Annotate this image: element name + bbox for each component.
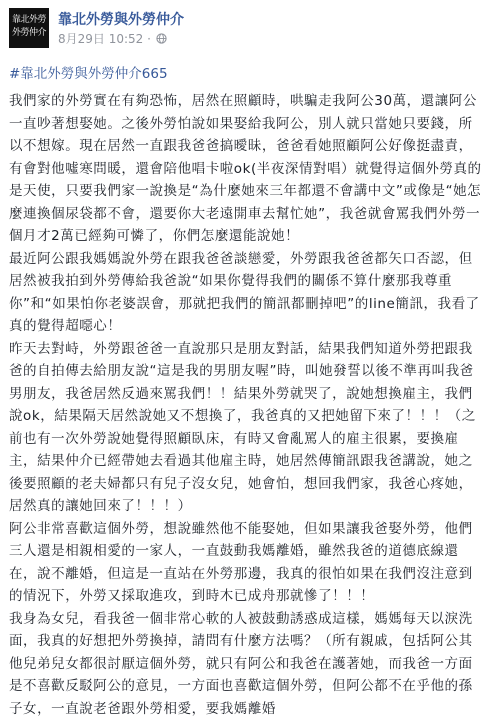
post-meta bbox=[58, 30, 167, 47]
avatar-text-line-2: 外勞仲介 bbox=[9, 27, 49, 40]
globe-icon bbox=[156, 33, 167, 44]
post-paragraph: 阿公非常喜歡這個外勞，想說雖然他不能娶她，但如果讓我爸娶外勞，他們三人還是相親相愛的一家人，一直鼓動我媽離婚，雖然我爸的道德底線還在，說不離婚，但這是一直站在外勞那邊，我真的很怕如果在我們沒注意到的情況下，外勞又採取進攻，到時木已成舟那就慘了！！！ bbox=[9, 518, 483, 608]
post-paragraph: 我們家的外勞實在有夠恐怖，居然在照顧時，哄騙走我阿公30萬，還讓阿公一直吵著想娶她。之後外勞怕說如果娶給我阿公，別人就只當她只要錢，所以不想嫁。現在居然一直跟我爸爸搞曖昧，爸爸看她照顧阿公好像挺盡責，有會對他噓寒問暖，還會陪他唱卡啦ok(半夜深情對唱）就覺得這個外勞真的是天使，只要我們家一說換是“為什麼她來三年都還不會講中文”或像是“她怎麼連換個尿袋都不會，還要你大老遠開車去幫忙她”，我爸就會罵我們外勞一個月才2萬已經夠可憐了，你們怎麼還能說她！ bbox=[9, 90, 483, 248]
page-avatar[interactable] bbox=[9, 8, 49, 48]
post-header bbox=[0, 0, 487, 56]
post-hashtag[interactable]: #靠北外勞與外勞仲介665 bbox=[9, 62, 168, 82]
post-body bbox=[9, 90, 483, 690]
post-paragraph: 我身為女兒，看我爸一個非常心軟的人被鼓動誘惑成這樣，媽媽每天以淚洗面，我真的好想把外勞換掉，請問有什麼方法嗎？（所有親戚，包括阿公其他兒弟兒女都很討厭這個外勞，就只有阿公和我爸在護著她，而我爸一方面是不喜歡反駁阿公的意見，一方面也喜歡這個外勞，但阿公都不在乎他的孫子女，一直說老爸跟外勞相愛，要我媽離婚 bbox=[9, 608, 483, 720]
post-paragraph: 最近阿公跟我媽媽說外勞在跟我爸爸談戀愛，外勞跟我爸爸都矢口否認，但居然被我拍到外勞傳給我爸說“如果你覺得我們的關係不算什麼那我尊重你”和“如果怕你老婆誤會，那就把我們的簡訊都刪掉吧”的line簡訊，我看了真的覺得超噁心！ bbox=[9, 248, 483, 338]
post-paragraph: 昨天去對峙，外勞跟爸爸一直說那只是朋友對話，結果我們知道外勞把跟我爸的自拍傳去給朋友說“這是我的男朋友喔”時，叫她發誓以後不準再叫我爸男朋友，我爸居然反過來罵我們！！結果外勞就哭了，說她想換雇主，我們說ok，結果隔天居然說她又不想換了，我爸真的又把她留下來了！！！（之前也有一次外勞說她覺得照顧臥床，有時又會亂罵人的雇主很累，要換雇主，結果仲介已經帶她去看過其他雇主時，她居然傳簡訊跟我爸講說，她之後要照顧的老夫婦都只有兒子沒女兒，她會怕，想回我們家，我爸心疼她，居然真的讓她回來了！！！） bbox=[9, 338, 483, 518]
avatar-text-line-1: 靠北外勞 bbox=[9, 14, 49, 27]
page-name-link[interactable]: 靠北外勞與外勞仲介 bbox=[58, 9, 184, 29]
post-timestamp[interactable]: 8月29日 10:52 · bbox=[58, 30, 151, 47]
